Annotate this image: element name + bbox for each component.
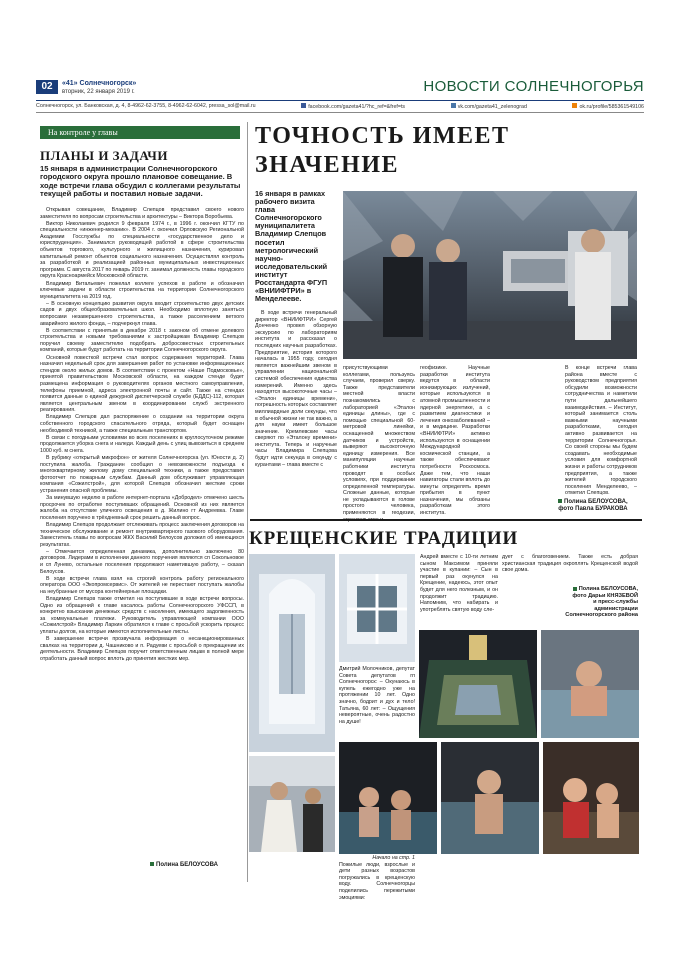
page-number: 02 [36, 80, 58, 94]
credit-precision: Полина БЕЛОУСОВА, фото Павла БУРАКОВА [558, 499, 628, 512]
epiphany-start [339, 855, 415, 901]
author-plans: Полина БЕЛОУСОВА [150, 862, 218, 869]
article-col3: геофизике. Научные разработки института ведутся в области ионизирующих излучений, которые используются в атомной промышленности и ядерной энергетике, а с развитием диагностики и лечения онкозаболеваний – и в медицине. Разработки «ВНИИФТРИ» активно используются в оснащении Международной космической станции, а также обеспечивают потребности Роскосмоса. Даже тем, что наши навигаторы стали вплоть до минуты определять время прибытия в пункт назначения, мы обязаны разработкам этого института. [420, 365, 490, 517]
article-lead-precision: 16 января в рамках рабочего визита глава Солнечногорского муниципалитета Владимир Слепцов посетил метрологический научно-исследовательский институт Росстандарта ФГУП «ВНИИФТРИ» в Менделееве. [255, 189, 328, 304]
photo-metrology-lab [343, 191, 637, 359]
swimmer-illustration [541, 630, 639, 738]
photo-bathers-3 [543, 742, 639, 854]
section-rule [250, 519, 642, 521]
bullet-icon [558, 499, 562, 503]
bullet-icon [573, 587, 577, 591]
priest-photo-illustration [249, 756, 335, 852]
article-body-plans: Открывая совещание, Владимир Слепцов представил своего нового заместителя по вопросам строительства и архитектуры – Виктора Воробьева. Виктор Николаевич родился 9 февраля 1974 г., в 1996 г. окончил КГТУ по специальности «инженер-механик». В 2004 г. окончил Орловскую Региональной Академии Госслужбы по специальности «государственное дело и юриспруденция». Занимался руководящей работой в сфере строительства объектов торгового, культурного и жилищного назначения, курировал капитальный ремонт объектов социального назначения. Осуществлял контроль за разработкой и реализацией районных муниципальных инвестиционных программ. С августа 2017 по январь 2019 гг. занимал должность главы городского округа Красноармейск Московской области. Владимир Витальевич пожелал коллеге успехов в работе и обозначил ключевые задачи в области строительства на территории Солнечногорского муниципалитета на 2019 год. – В основную концепцию развития округа входит строительство двух детских садов и двух общеобразовательных школ. Необходимо вплотную заняться вопросами незавершенного строительства, а также расселением ветхого аварийного жилого фонда, – подчеркнул глава. В соответствии с принятым в декабре 2018 г. законом об отмене долевого строительства и новыми требованиями к застройщикам Владимир Слепцов поручил своему заместителю подобрать добросовестных строительных компаний, которые будут работать на территории Солнечногорского округа. Основной повесткой встречи стал вопрос содержания территорий. Глава назначил недельный срок для завершения работ по установке информационных стендов около жилых домов. В соответствии с проектом «Наше Подмосковье», принятой правительством Московской области, на каждом стенде будет размещена информация о руководителях органов местного самоуправления, телефоны приемной, адреса электронной почты и сайт. Также на стендах появится данные о единой дежурной диспетчерской службе (ЕДДС)-112, которая является центральным звеном в координировании служб экстренного реагирования. Владимир Слепцов дал распоряжение о создании на территории округа собственного городского спасательного отряда, который будет оснащен необходимой техникой, а также специальным транспортом. В связи с погодными условиями во всех поселениях в круглосуточном режиме продолжается уборка снега и наледи. Каждый день с улиц вывозиться в среднем 1000 куб. м снега. В рубрику «открытый микрофон» от жителя Солнечногорска (ул. Юности д. 2) поступила жалоба. Гражданин сообщил о невозможности подъезда к многоквартирному жилому дому специальной техники, а также предоставил фотоотчет по пожарным службам. Данный дом обслуживает управляющая компания «Сожилстрой», для которой Слепцов обозначил жесткие сроки устранения опасной проблемы. За минувшую неделю в работе интернет-портала «Добродел» отмечено шесть просрочек по отработке поступивших обращений. Основной из них является жалоба на отсутствие уличного освещения в д. Жилино гт Андреевка. Главе поселения поручено в трёхдневный срок решить данный вопрос. Владимир Слепцов продолжает отслеживать процесс заключения договоров на техническое обслуживание и ремонт внутриквартирного газового оборудования. Заместитель главы по вопросам ЖКХ Василий Белоусов доложил об имеющихся результатах. – Отмечается определенная динамика, дополнительно заключено 80 договоров. Лидерами в исполнении данного поручения являются сп Сокольновое и сп Лунево, остальные поселения продолжают наметившую работу, – сказал Белоусов. В ходе встречи глава взял на строгий контроль работу регионального оператора ООО «Экопромсервис». От жителей не перестают поступать жалобы на неубранные от мусора контейнерные площадки. Владимир Слепцов также отметил на поступившие в ходе встречи вопросы. Одно из обращений к главе касалось работы Солнечногорского УФССП, в конкретно взыскании денежных средств с населения, имеющего задолженность за коммунальные платежи. Руководитель управляющей компании ООО «Сожилстрой» Владимир Ларкин обратился к главе с просьбой ускорить процесс уплаты долгов, на которые имеются исполнительные листы. В завершение встречи прозвучала информация о несанкционированных свалках на территории д. Чашниково и п. Радуеви с просьбой о прекращении их деятельности. Владимир Слепцов поручит ответственным лицам в полной мере отработать данный вопрос вплоть до принятия жестких мер. [40, 207, 244, 662]
article-title-plans: ПЛАНЫ И ЗАДАЧИ [40, 148, 168, 163]
contacts-bar [36, 103, 644, 110]
photo-ice-sculpture [249, 554, 335, 752]
contacts-rule [36, 112, 644, 113]
epiphany-text-a: Андрей вместе с 10-ти летним сыном Максимом приняли участие в купании: – Сын в первый раз окунулся на Крещение, надеюсь, этот опыт будет для него полезным, и он продолжит традицию. Напомним, что набирать и употреблять святую воду сле- [420, 554, 498, 613]
article-lead-plans: 15 января в администрации Солнечногорского городского округа прошло плановое совещание. В ходе встречи глава обсудил с коллегами результаты текущей работы и поставил новые задачи. [40, 164, 241, 199]
article-col1: В ходе встречи генеральный директор «ВНИИФТРИ» Сергей Донченко провел обзорную экскурсию по лабораториям института и рассказал о последних научных разработках. Предприятие, история которого началась в 1955 году, сегодня является важнейшим звеном в управлении национальной системой обеспечения единства измерений. Именно здесь находятся высокоточные часы – «Эталон единицы времени», погрешность которых составляет миллиардные доли секунды, что в обычной жизни не так важно, а для науки имеет большое значение. Кремлевские часы сверяют по «Эталону времени» института. Теперь и наручные часы Владимира Слепцова будут идти секунда в секунду с курантами – глава вместе с [255, 310, 337, 468]
article-col4: В конце встречи глава района вместе с руководством предприятия обсудили возможности сотрудничества и наметили пути дальнейшего взаимодействия. – Институт, который занимается столь важными научными разработками, сегодня активно развивается на территории Солнечногорья. Со своей стороны мы будем создавать необходимые условия для комфортной жизни и работы сотрудников предприятия, а также жителей городского поселения Менделеево, – отметил Слепцов. [565, 365, 637, 497]
article-title-epiphany: КРЕЩЕНСКИЕ ТРАДИЦИИ [249, 528, 519, 549]
ice-photo-illustration [249, 554, 335, 752]
ok-link[interactable]: ok.ru/profile/585361549106 [572, 103, 644, 110]
vk-icon [451, 103, 456, 108]
lab-photo-illustration [343, 191, 637, 359]
article-col2: присутствующими коллегами, пользуясь случаем, проверил сверку. Также представители местной власти познакомились с лабораторией «Эталон единицы длины», где с помощью специальной 60-метровой линейки, оснащенной множеством датчиков и устройств, выверяют высокоточную единицу измерения. Все манипуляции научные работники института проводят в особых условиях, при поддержании определенной температуры. Сложные данные, которые не укладываются в голове простого человека, применяются в геодезии, [343, 365, 415, 517]
bullet-icon [150, 862, 154, 866]
photo-bathers-2 [441, 742, 539, 854]
address-text: Солнечногорск, ул. Банковская, д. 4, 8-4962-62-3755, 8-4962-62-6042, pressa_sol@mail.ru [36, 103, 256, 109]
photo-swimmer [541, 630, 639, 738]
bathers-illustration [339, 742, 437, 854]
credit-epiphany: Полина БЕЛОУСОВА, фото Дарьи КНЯЗЕВОЙ и пресс-службы администрации Солнечногорского района [565, 586, 638, 619]
font-pool-illustration [419, 630, 537, 738]
issue-date: вторник, 22 января 2019 г. [62, 89, 135, 95]
facebook-icon [301, 103, 306, 108]
header-rule [36, 100, 644, 101]
bathers3-illustration [543, 742, 639, 854]
section-title: НОВОСТИ СОЛНЕЧНОГОРЬЯ [423, 78, 644, 95]
newspaper-name: «41» Солнечногорск» [62, 80, 137, 87]
photo-priest [249, 756, 335, 852]
continued-label: Начало на стр. 1 [372, 855, 415, 861]
bathers2-illustration [441, 742, 539, 854]
photo-font-pool [419, 630, 537, 738]
column-divider [247, 122, 248, 882]
photo-ice-hole [339, 554, 415, 662]
facebook-link[interactable]: facebook.com/gazeta41/?hc_ref=&fref=ts [301, 103, 405, 110]
ice-hole-illustration [339, 554, 415, 662]
rubric-label: На контроле у главы [40, 126, 240, 139]
epiphany-text-b: дует с благоговением. Также есть добрая христианская традиция окроплять Крещенской водой свое дома. [502, 554, 638, 574]
article-title-precision: ТОЧНОСТЬ ИМЕЕТ ЗНАЧЕНИЕ [255, 123, 510, 178]
epiphany-quote: Дмитрий Молочников, депутат Совета депутатов гп Солнечногорск: – Окунаюсь в купель ежегодно уже на протяжении 10 лет. Одно значно, бодрит и дух и тело! Татьяна, 60 лет: – Ощущения невероятные, очень радостно на душе! [339, 666, 415, 725]
ok-icon [572, 103, 577, 108]
continued-text: Пожилые люди, взрослые и дети разных возрастов погружались в крещенскую воду. Солнечногорцы поделились пережитыми эмоциями: [339, 861, 415, 901]
vk-link[interactable]: vk.com/gazeta41_zelenograd [451, 103, 527, 110]
photo-bathers-1 [339, 742, 437, 854]
